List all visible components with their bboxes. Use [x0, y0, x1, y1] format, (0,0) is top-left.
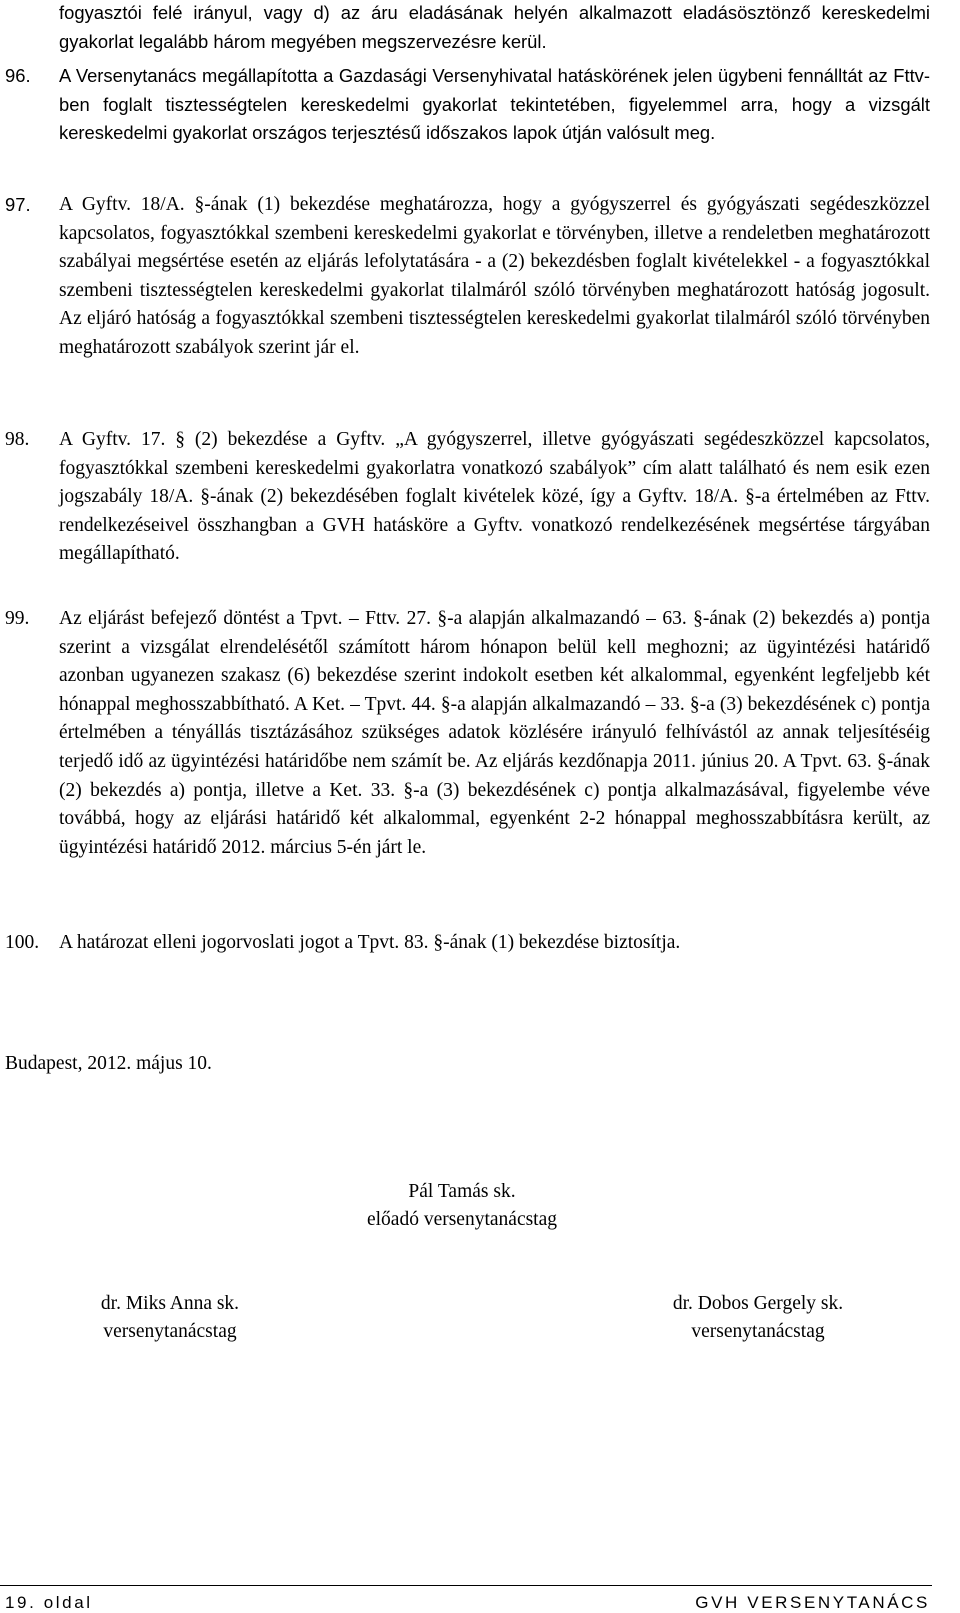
paragraph-number-100: 100.: [5, 932, 40, 953]
presenter-role: előadó versenytanácstag: [366, 1209, 558, 1230]
right-signatory-name: dr. Dobos Gergely sk.: [672, 1293, 844, 1314]
paragraph-number-99: 99.: [5, 608, 30, 629]
paragraph-96: A Versenytanács megállapította a Gazdasági Versenyhivatal hatáskörének jelen ügybeni fennálltát az Fttv-ben foglalt tisztességtelen kereskedelmi gyakorlat tekintetében, figyelemmel arra, hogy a vizsgált kereskedelmi gyakorlat országos terjesztésű időszakos lapok útján valósult meg.: [59, 65, 930, 144]
right-signatory-role: versenytanácstag: [691, 1321, 825, 1342]
footer-page-number: 19. oldal: [5, 1593, 93, 1612]
paragraph-99: Az eljárást befejező döntést a Tpvt. – Fttv. 27. §-a alapján alkalmazandó – 63. §-ának (2) bekezdés a) pontja szerint a vizsgálat elrendelésétől számított három hónapon belül kell meghozni; az ügyintézési határidő azonban ugyanezen szakasz (6) bekezdése szerint indokolt esetben két alkalommal, egyenként legfeljebb két hónappal meghosszabbítható. A Ket. – Tpvt. 44. §-a alapján alkalmazandó – 33. §-a (3) bekezdésének c) pontja értelmében a tényállás tisztázásához szükséges adatok közlésére irányuló felhívástól az annak teljesítéséig terjedő idő az ügyintézési határidőbe nem számít be. Az eljárás kezdőnapja 2011. június 20. A Tpvt. 63. §-ának (2) bekezdés a) pontja, illetve a Ket. 33. §-a (3) bekezdésének c) pontja alkalmazásával, figyelembe véve továbbá, hogy az eljárási határidő két alkalommal, egyenként 2-2 hónappal meghosszabbításra került, az ügyintézési határidő 2012. március 5-én járt le.: [59, 608, 930, 858]
left-signatory-name: dr. Miks Anna sk.: [100, 1293, 240, 1314]
footer-divider: [0, 1585, 932, 1586]
presenter-name: Pál Tamás sk.: [408, 1181, 516, 1202]
paragraph-number-96: 96.: [5, 65, 31, 86]
paragraph-98: A Gyftv. 17. § (2) bekezdése a Gyftv. „A gyógyszerrel, illetve gyógyászati segédeszközzel kapcsolatos, fogyasztókkal szembeni kereskedelmi gyakorlatra vonatkozó szabályok” cím alatt található és nem esik ezen jogszabály 18/A. §-ának (2) bekezdésében foglalt kivételek közé, így a Gyftv. 18/A. §-a értelmében az Fttv. rendelkezéseivel összhangban a GVH hatásköre a Gyftv. vonatkozó rendelkezésének megsértése tárgyában megállapítható.: [59, 429, 930, 565]
paragraph-100: A határozat elleni jogorvoslati jogot a Tpvt. 83. §-ának (1) bekezdése biztosítja.: [59, 932, 681, 953]
place-and-date: Budapest, 2012. május 10.: [5, 1053, 212, 1074]
paragraph-97: A Gyftv. 18/A. §-ának (1) bekezdése meghatározza, hogy a gyógyszerrel és gyógyászati segédeszközzel kapcsolatos, fogyasztókkal szembeni kereskedelmi gyakorlat e törvényben, illetve a rendeletben meghatározott szabályai megsértése esetén az eljárás lefolytatására - a (2) bekezdésben foglalt kivételekkel - a fogyasztókkal szembeni tisztességtelen kereskedelmi gyakorlat tilalmáról szóló törvényben meghatározott hatóság jogosult. Az eljáró hatóság a fogyasztókkal szembeni tisztességtelen kereskedelmi gyakorlat tilalmáról szóló törvényben meghatározott szabályok szerint jár el.: [59, 194, 930, 358]
footer-organization: GVH VERSENYTANÁCS: [695, 1593, 930, 1612]
left-signatory-role: versenytanácstag: [103, 1321, 237, 1342]
continuation-paragraph: fogyasztói felé irányul, vagy d) az áru eladásának helyén alkalmazott eladásösztönző kereskedelmi gyakorlat legalább három megyében megszervezésre kerül.: [59, 2, 930, 52]
paragraph-number-97: 97.: [5, 194, 31, 215]
paragraph-number-98: 98.: [5, 429, 30, 450]
